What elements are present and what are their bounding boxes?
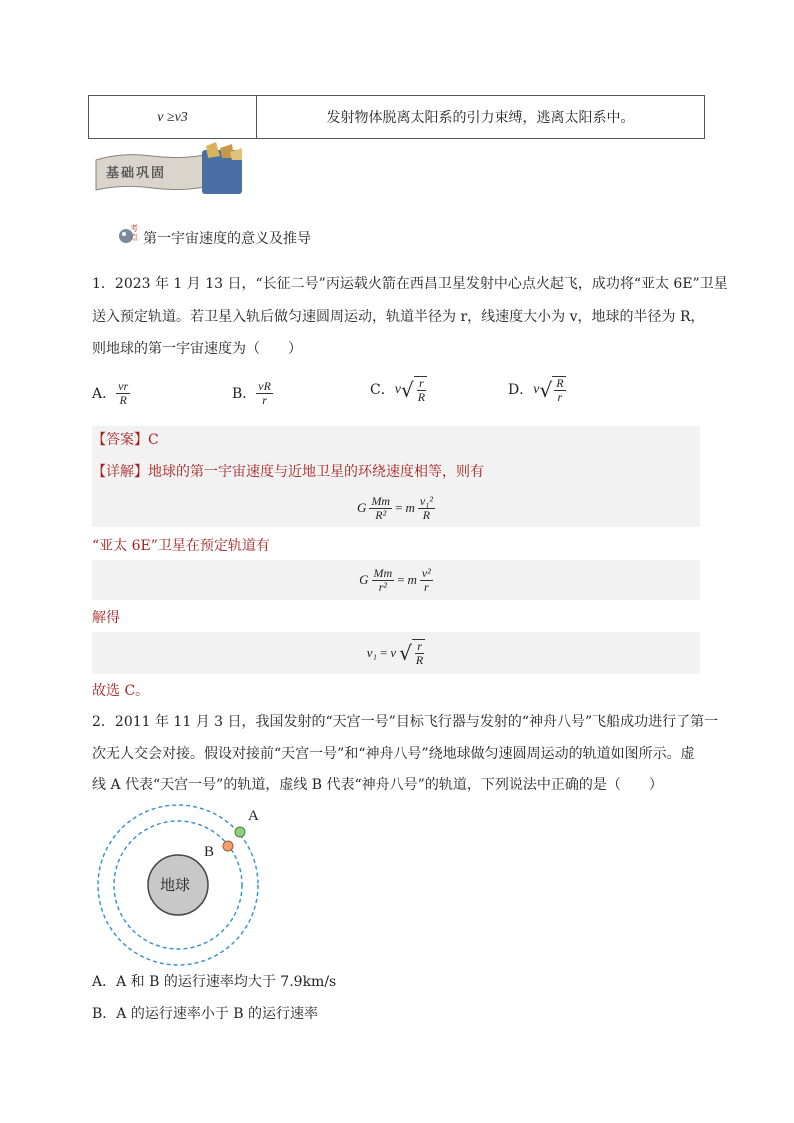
speed-table-row [88, 95, 705, 139]
answer-value: C [148, 432, 159, 448]
topic-badge [116, 222, 140, 250]
banner-text: 基础巩固 [106, 166, 167, 181]
answer-label: 【答案】 [92, 432, 148, 448]
satellite-a-dot [235, 827, 245, 837]
equation-1: G $\frac{Mm}{\text{R²}}$ = m $\frac{\text{v₁²}}{R}$ [357, 493, 433, 522]
orbit-text: “亚太 6E”卫星在预定轨道有 [92, 538, 270, 554]
q1-line1: 1．2023 年 1 月 13 日，“长征二号”丙运载火箭在西昌卫星发射中心点火起飞，成功将“亚太 6E”卫星 [92, 276, 728, 292]
detail-label: 【详解】 [92, 464, 148, 480]
detail-text: 地球的第一宇宙速度与近地卫星的环绕速度相等，则有 [148, 464, 484, 480]
q1-option-a[interactable] [92, 380, 130, 407]
option-b-label: B． [232, 385, 257, 402]
option-c-formula: √ $\frac{r}{R}$ [400, 376, 426, 404]
detail-line [92, 461, 484, 483]
orbit-figure [90, 800, 270, 970]
q2-line1: 2．2011 年 11 月 3 日，我国发射的“天宫一号”目标飞行器与发射的“神舟八号”飞船成功进行了第一 [92, 714, 719, 730]
table-condition: v ≥v3 [157, 110, 188, 125]
topic-badge-text: 考点 [130, 224, 138, 242]
earth-label: 地球 [160, 876, 191, 894]
q1-line2: 送入预定轨道。若卫星入轨后做匀速圆周运动，轨道半径为 r，线速度大小为 v，地球的半径为 R， [92, 309, 705, 325]
option-d-label: D． [508, 382, 534, 398]
answer-line [92, 429, 159, 451]
q2-option-a[interactable]: A．A 和 B 的运行速率均大于 7.9km/s [92, 974, 337, 990]
conclusion-text: 故选 C。 [92, 683, 150, 699]
q2-line2: 次无人交会对接。假设对接前“天宫一号”和“神舟八号”绕地球做匀速圆周运动的轨道如图所示。虚 [92, 746, 695, 762]
q1-option-c[interactable]: C． v √ $\frac{r}{R}$ [370, 376, 426, 404]
table-description: 发射物体脱离太阳系的引力束缚，逃离太阳系中。 [326, 110, 635, 126]
solve-text: 解得 [92, 610, 120, 626]
q1-line3: 则地球的第一宇宙速度为（ ） [92, 341, 302, 357]
equation-2: G $\frac{Mm}{\text{r²}}$ = m $\frac{\text{v²}}{r}$ [92, 560, 700, 600]
equation-3: v₁ = v √ $\frac{r}{R}$ [92, 632, 700, 674]
label-a: A [248, 808, 259, 824]
satellite-b-dot [223, 841, 233, 851]
section-banner [92, 142, 262, 196]
option-a-label: A． [92, 385, 117, 402]
q2-option-b[interactable]: B．A 的运行速率小于 B 的运行速率 [92, 1006, 319, 1022]
q2-line3: 线 A 代表“天宫一号”的轨道，虚线 B 代表“神舟八号”的轨道，下列说法中正确的是（ ） [92, 777, 663, 793]
option-d-formula: √ $\frac{R}{r}$ [539, 376, 564, 404]
option-c-label: C． [370, 382, 395, 398]
q1-option-b[interactable] [232, 380, 273, 407]
label-b: B [204, 844, 215, 860]
option-b-formula: $\frac{vR}{r}$ [258, 379, 271, 407]
topic-title: 第一宇宙速度的意义及推导 [143, 231, 311, 247]
q1-option-d[interactable]: D． v √ $\frac{R}{r}$ [508, 376, 564, 404]
option-a-formula: $\frac{vr}{R}$ [118, 379, 129, 407]
